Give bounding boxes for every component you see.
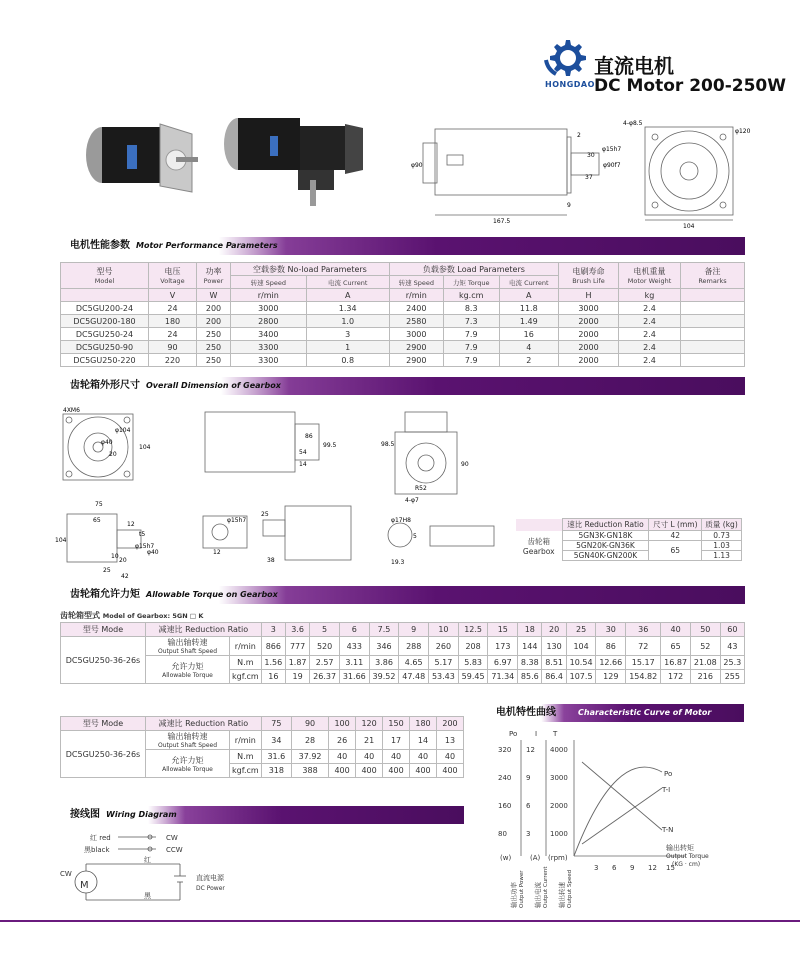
table-cell: 5.83	[458, 656, 488, 670]
table-cell: 318	[261, 764, 291, 778]
svg-text:红: 红	[144, 856, 151, 864]
table-cell: 777	[285, 637, 309, 656]
table-cell: 4	[499, 341, 558, 354]
table-cell: 260	[429, 637, 459, 656]
gearbox-drawing	[55, 402, 515, 582]
table-cell: 3000	[559, 302, 619, 315]
svg-text:10: 10	[111, 553, 119, 560]
table-cell: 3300	[231, 341, 307, 354]
table-cell: 40	[329, 750, 356, 764]
svg-text:CCW: CCW	[166, 846, 183, 854]
table-cell: 86	[596, 637, 626, 656]
gearmotor-photo	[208, 104, 378, 214]
table-cell: 255	[720, 670, 744, 684]
table-cell: 400	[410, 764, 437, 778]
table-cell: 433	[339, 637, 369, 656]
ratio-header-cell: 75	[261, 717, 291, 731]
ratio-header-cell: 150	[383, 717, 410, 731]
svg-text:99.5: 99.5	[323, 442, 337, 449]
table-cell: 130	[542, 637, 566, 656]
svg-text:30: 30	[587, 152, 595, 159]
axis-tick-label: 6	[526, 802, 531, 810]
ratio-header-cell: 120	[356, 717, 383, 731]
svg-text:104: 104	[139, 444, 151, 451]
table-cell: 7.3	[443, 315, 499, 328]
table-cell: 47.48	[399, 670, 429, 684]
table-cell: 21.08	[690, 656, 720, 670]
gearbox-ratio-table: 速比 Reduction Ratio 尺寸 L (mm) 质量 (kg) 齿轮箱 Gearbox 5GN3K-GN18K 42 0.73 5GN20K-GN36K 65 1.03 5GN40K-GN200K 1.13	[516, 518, 742, 561]
svg-text:φ40: φ40	[147, 549, 159, 556]
ratio-header-cell: 15	[488, 623, 518, 637]
table-cell: 200	[197, 302, 231, 315]
table-cell: 2000	[559, 315, 619, 328]
table-cell: DC5GU250-24	[61, 328, 149, 341]
table-cell: 388	[292, 764, 329, 778]
table-cell: 71.34	[488, 670, 518, 684]
table-cell: 3000	[389, 328, 443, 341]
table-cell: 866	[261, 637, 285, 656]
table-cell: 28	[292, 731, 329, 750]
table-cell: 34	[261, 731, 291, 750]
table-cell: 16	[261, 670, 285, 684]
section-bar-curve: 电机特性曲线 Characteristic Curve of Motor	[486, 704, 744, 722]
table-cell: 21	[356, 731, 383, 750]
table-cell: 2900	[389, 354, 443, 367]
table-cell: 52	[690, 637, 720, 656]
table-cell: 104	[566, 637, 596, 656]
table-cell: 144	[518, 637, 542, 656]
table-cell: 520	[310, 637, 340, 656]
table-cell: 180	[149, 315, 197, 328]
svg-text:12: 12	[213, 549, 221, 556]
characteristic-curve	[486, 726, 744, 916]
torque-table-2: 型号 Mode 减速比 Reduction Ratio 75 90 100 120 150 180 200 DC5GU250-36-26s 输出轴转速 Output Shaft Speed r/min 34 28 26 21 17 14 13 允许力矩 Allowable Torque N.m 31.6 37.92 40 40 40 40 40 kgf.cm 318 388 400 400 400 400 400	[60, 716, 464, 778]
table-cell: 3400	[231, 328, 307, 341]
table-cell: 1.49	[499, 315, 558, 328]
table-cell: 11.8	[499, 302, 558, 315]
axis-tick-label: 3	[526, 830, 531, 838]
ratio-header-cell: 40	[661, 623, 691, 637]
svg-text:4-φ7: 4-φ7	[405, 497, 419, 504]
svg-text:φ90: φ90	[411, 162, 423, 169]
table-cell: 400	[356, 764, 383, 778]
table-cell: 26	[329, 731, 356, 750]
ratio-header-cell: 60	[720, 623, 744, 637]
axis-tick-label: 1000	[550, 830, 568, 838]
table-cell: 173	[488, 637, 518, 656]
table-cell: 200	[197, 315, 231, 328]
table-cell: 3.11	[339, 656, 369, 670]
table-cell: 25.3	[720, 656, 744, 670]
table-cell: 40	[383, 750, 410, 764]
table-cell: 14	[410, 731, 437, 750]
svg-text:φ120: φ120	[735, 128, 751, 135]
svg-text:5: 5	[413, 533, 417, 540]
svg-text:54: 54	[299, 449, 307, 456]
table-cell: 220	[149, 354, 197, 367]
svg-text:Output Torque: Output Torque	[666, 853, 709, 860]
motor-drawing	[405, 115, 765, 230]
table-cell: 2400	[389, 302, 443, 315]
svg-text:42: 42	[121, 573, 129, 580]
table-cell	[681, 341, 745, 354]
svg-text:19.3: 19.3	[391, 559, 405, 566]
svg-text:4XM6: 4XM6	[63, 407, 80, 414]
table-cell: 40	[437, 750, 464, 764]
wiring-diagram	[60, 830, 280, 910]
ratio-header-cell: 30	[596, 623, 626, 637]
svg-text:(w): (w)	[500, 854, 512, 862]
table-cell: 13	[437, 731, 464, 750]
svg-text:90: 90	[461, 461, 469, 468]
table-cell: 8.51	[542, 656, 566, 670]
table-cell: 288	[399, 637, 429, 656]
table-cell: 2000	[559, 328, 619, 341]
ratio-header-cell: 7.5	[369, 623, 399, 637]
table-cell: DC5GU200-24	[61, 302, 149, 315]
page-title-cn: 直流电机	[594, 54, 674, 78]
performance-table: 型号 Model 电压 Voltage 功率 Power 空载参数 No-load Parameters 负载参数 Load Parameters 电刷寿命 Brush Life 电机重量 Motor Weight 备注 Remarks 转速 Speed 电流 Current 转速 Speed 力矩 Torque 电流 Current V W r/min A r/min kg.cm A H kg DC5GU200-24 24 200 3000 1.34 2400 8.3 11.8 3000 2.4 DC5GU200-180 180 200 2800 1.0 2580 7.3 1.49 2000 2.4 DC5GU250-24 24 250 3400 3 3000 7.9 16 2000 2.4 DC5GU250-90 90 250 3300 1 2900 7.9 4 2000 2.4 DC5GU250-220 220 250 3300 0.8 2900 7.9 2 2000 2.4	[60, 262, 745, 367]
table-cell: 24	[149, 302, 197, 315]
table-cell: 2.4	[619, 315, 681, 328]
table-cell: 400	[383, 764, 410, 778]
svg-text:25: 25	[261, 511, 269, 518]
table-cell: 3.86	[369, 656, 399, 670]
table-cell: 172	[661, 670, 691, 684]
svg-text:104: 104	[55, 537, 67, 544]
table-cell: 3	[306, 328, 389, 341]
table-cell: 5.17	[429, 656, 459, 670]
table-cell: 3300	[231, 354, 307, 367]
svg-text:20: 20	[109, 451, 117, 458]
table-cell: 208	[458, 637, 488, 656]
table-cell: 250	[197, 354, 231, 367]
svg-text:(rpm): (rpm)	[548, 854, 568, 862]
table-cell: 2.4	[619, 341, 681, 354]
table-row	[61, 341, 745, 354]
table-cell: 1.56	[261, 656, 285, 670]
svg-text:(KG · cm): (KG · cm)	[672, 861, 701, 868]
svg-text:Output Speed: Output Speed	[567, 869, 573, 908]
svg-text:Po: Po	[664, 770, 673, 778]
svg-text:φ104: φ104	[115, 427, 131, 434]
svg-text:T: T	[553, 730, 558, 738]
table-cell: 90	[149, 341, 197, 354]
table-cell: 8.3	[443, 302, 499, 315]
svg-text:φ90f7: φ90f7	[603, 162, 621, 169]
table-cell: 10.54	[566, 656, 596, 670]
svg-text:直流电源: 直流电源	[196, 874, 224, 882]
svg-text:黑black: 黑black	[84, 846, 110, 854]
table-cell	[681, 328, 745, 341]
axis-tick-label: 15	[666, 864, 675, 872]
table-row	[61, 328, 745, 341]
table-cell: 31.6	[261, 750, 291, 764]
table-cell: 16.87	[661, 656, 691, 670]
table-cell: DC5GU250-220	[61, 354, 149, 367]
table-cell: 86.4	[542, 670, 566, 684]
section-bar-wiring: 接线图 Wiring Diagram	[60, 806, 464, 824]
brand-logo	[540, 34, 592, 86]
svg-text:Po: Po	[509, 730, 518, 738]
svg-text:25: 25	[103, 567, 111, 574]
svg-text:20: 20	[119, 557, 127, 564]
ratio-header-cell: 20	[542, 623, 566, 637]
table-cell	[681, 354, 745, 367]
svg-text:φ17H8: φ17H8	[391, 517, 411, 524]
table-cell: 4.65	[399, 656, 429, 670]
svg-text:输出转速: 输出转速	[558, 882, 566, 908]
ratio-header-cell: 3.6	[285, 623, 309, 637]
axis-tick-label: 4000	[550, 746, 568, 754]
svg-text:38: 38	[267, 557, 275, 564]
motor-photo	[72, 110, 202, 210]
axis-tick-label: 240	[498, 774, 512, 782]
axis-tick-label: 320	[498, 746, 512, 754]
axis-tick-label: 9	[630, 864, 635, 872]
table-cell: 37.92	[292, 750, 329, 764]
table-cell: 250	[197, 341, 231, 354]
table-cell: 2.4	[619, 302, 681, 315]
svg-text:Output Power: Output Power	[519, 870, 525, 908]
svg-text:37: 37	[585, 174, 593, 181]
curve-po	[574, 767, 662, 856]
table-cell: 2.4	[619, 328, 681, 341]
table-cell: 2.4	[619, 354, 681, 367]
table-cell: 7.9	[443, 328, 499, 341]
svg-text:输出电流: 输出电流	[534, 882, 542, 908]
table-cell	[681, 315, 745, 328]
table-cell: 2000	[559, 354, 619, 367]
table-row	[61, 354, 745, 367]
svg-text:CW: CW	[60, 870, 72, 878]
table-cell: 24	[149, 328, 197, 341]
table-cell: 400	[329, 764, 356, 778]
axis-tick-label: 9	[526, 774, 531, 782]
ratio-header-cell: 36	[626, 623, 661, 637]
table-cell: 2800	[231, 315, 307, 328]
svg-text:DC Power: DC Power	[196, 885, 225, 892]
svg-text:t5: t5	[139, 531, 146, 538]
axis-tick-label: 3	[594, 864, 599, 872]
table-cell: 346	[369, 637, 399, 656]
gearbox-model-label: 齿轮箱型式 Model of Gearbox: 5GN □ K	[60, 611, 204, 620]
table-cell: DC5GU250-90	[61, 341, 149, 354]
table-cell: 16	[499, 328, 558, 341]
svg-text:φ15h7: φ15h7	[602, 146, 622, 153]
axis-tick-label: 2000	[550, 802, 568, 810]
table-cell: 19	[285, 670, 309, 684]
axis-tick-label: 3000	[550, 774, 568, 782]
ratio-header-cell: 200	[437, 717, 464, 731]
section-bar-torque: 齿轮箱允许力矩 Allowable Torque on Gearbox	[60, 586, 745, 604]
table-cell: 154.82	[626, 670, 661, 684]
ratio-header-cell: 9	[399, 623, 429, 637]
ratio-header-cell: 6	[339, 623, 369, 637]
ratio-header-cell: 18	[518, 623, 542, 637]
svg-text:167.5: 167.5	[493, 218, 511, 225]
table-cell: 15.17	[626, 656, 661, 670]
section-bar-performance: 电机性能参数 Motor Performance Parameters	[60, 237, 745, 255]
svg-text:输出转矩: 输出转矩	[666, 844, 694, 852]
table-cell: 1.34	[306, 302, 389, 315]
svg-text:φ15h7: φ15h7	[227, 517, 247, 524]
svg-text:2: 2	[577, 132, 581, 139]
table-cell: 2	[499, 354, 558, 367]
table-cell: DC5GU200-180	[61, 315, 149, 328]
table-cell: 53.43	[429, 670, 459, 684]
svg-text:86: 86	[305, 433, 313, 440]
ratio-header-cell: 10	[429, 623, 459, 637]
svg-text:φ15h7: φ15h7	[135, 543, 155, 550]
table-cell	[681, 302, 745, 315]
svg-text:黑: 黑	[144, 892, 151, 900]
table-cell: 43	[720, 637, 744, 656]
axis-tick-label: 80	[498, 830, 507, 838]
table-cell: 0.8	[306, 354, 389, 367]
torque-table-1: 型号 Mode 减速比 Reduction Ratio 3 3.6 5 6 7.5 9 10 12.5 15 18 20 25 30 36 40 50 60 DC5GU250-36-26s 输出轴转速 Output Shaft Speed r/min 866 777 520 433 346 288 260 208 173 144 130 104 86 72 65 52 43 允许力矩 Allowable Torque N.m 1.56 1.87 2.57 3.11 3.86 4.65 5.17 5.83 6.97 8.38 8.51 10.54 12.66 15.17 16.87 21.08 25.3 kgf.cm 16 19 26.37 31.66 39.52 47.48 53.43 59.45 71.34 85.6 86.4 107.5 129 154.82 172 216 255	[60, 622, 745, 684]
table-cell: 65	[661, 637, 691, 656]
table-cell: 59.45	[458, 670, 488, 684]
table-cell: 12.66	[596, 656, 626, 670]
table-cell: 26.37	[310, 670, 340, 684]
svg-text:红 red: 红 red	[90, 834, 111, 842]
ratio-header-cell: 90	[292, 717, 329, 731]
section-bar-gearbox-dims: 齿轮箱外形尺寸 Overall Dimension of Gearbox	[60, 377, 745, 395]
ratio-header-cell: 12.5	[458, 623, 488, 637]
table-cell: 107.5	[566, 670, 596, 684]
axis-tick-label: 160	[498, 802, 512, 810]
table-cell: 2580	[389, 315, 443, 328]
svg-text:4-φ8.5: 4-φ8.5	[623, 120, 643, 127]
ratio-header-cell: 100	[329, 717, 356, 731]
svg-text:M: M	[80, 880, 89, 891]
table-cell: 85.6	[518, 670, 542, 684]
brand-name: HONGDAO	[545, 80, 595, 89]
ratio-header-cell: 50	[690, 623, 720, 637]
svg-text:12: 12	[127, 521, 135, 528]
svg-text:104: 104	[683, 223, 695, 230]
ratio-header-cell: 5	[310, 623, 340, 637]
table-cell: 7.9	[443, 354, 499, 367]
svg-text:φ40: φ40	[101, 439, 113, 446]
svg-text:T-I: T-I	[662, 786, 671, 794]
table-cell: 2900	[389, 341, 443, 354]
table-cell: 2.57	[310, 656, 340, 670]
table-cell: 2000	[559, 341, 619, 354]
table-cell: 1	[306, 341, 389, 354]
svg-text:I: I	[535, 730, 538, 738]
table-cell: 400	[437, 764, 464, 778]
ratio-header-cell: 25	[566, 623, 596, 637]
table-cell: 1.87	[285, 656, 309, 670]
svg-text:R52: R52	[415, 485, 427, 492]
svg-text:CW: CW	[166, 834, 178, 842]
table-cell: 39.52	[369, 670, 399, 684]
svg-text:9: 9	[567, 202, 571, 209]
table-cell: 40	[356, 750, 383, 764]
svg-text:98.5: 98.5	[381, 441, 395, 448]
table-cell: 31.66	[339, 670, 369, 684]
table-row	[61, 315, 745, 328]
table-cell: 6.97	[488, 656, 518, 670]
table-row	[61, 302, 745, 315]
table-cell: 129	[596, 670, 626, 684]
axis-tick-label: 6	[612, 864, 617, 872]
svg-text:75: 75	[95, 501, 103, 508]
page-title-en: DC Motor 200-250W	[594, 76, 786, 96]
svg-text:14: 14	[299, 461, 307, 468]
table-cell: 8.38	[518, 656, 542, 670]
svg-text:输出功率: 输出功率	[510, 882, 518, 908]
ratio-header-cell: 3	[261, 623, 285, 637]
svg-text:Output Current: Output Current	[543, 866, 549, 908]
table-cell: 250	[197, 328, 231, 341]
table-cell: 216	[690, 670, 720, 684]
svg-text:T-N: T-N	[662, 826, 674, 834]
axis-tick-label: 12	[648, 864, 657, 872]
table-cell: 3000	[231, 302, 307, 315]
table-cell: 1.0	[306, 315, 389, 328]
axis-tick-label: 12	[526, 746, 535, 754]
table-cell: 40	[410, 750, 437, 764]
table-cell: 17	[383, 731, 410, 750]
ratio-header-cell: 180	[410, 717, 437, 731]
table-cell: 72	[626, 637, 661, 656]
table-cell: 7.9	[443, 341, 499, 354]
svg-text:(A): (A)	[530, 854, 541, 862]
svg-text:65: 65	[93, 517, 101, 524]
footer-line	[0, 920, 800, 922]
